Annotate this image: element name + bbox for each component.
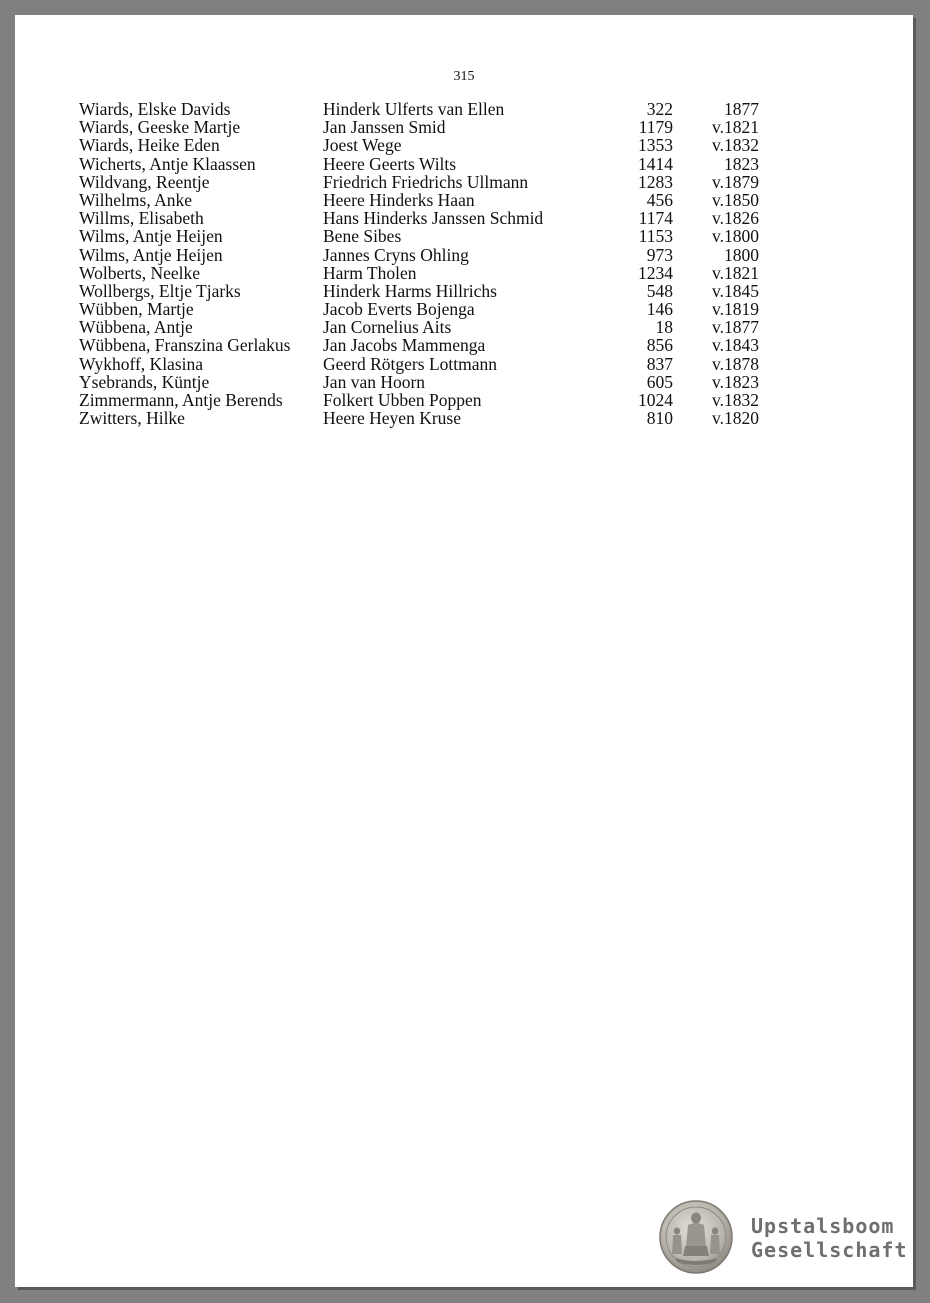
- entry-row: [79, 373, 759, 391]
- entry-spouse: Bene Sibes: [323, 226, 402, 247]
- entry-name: Wübbena, Franszina Gerlakus: [79, 335, 291, 356]
- entry-year: v.1843: [712, 335, 759, 356]
- entry-number: 810: [646, 408, 673, 429]
- entry-number: 1179: [638, 117, 673, 138]
- entry-row: [79, 100, 759, 118]
- entry-year: v.1832: [712, 135, 759, 156]
- entry-name: Wollbergs, Eltje Tjarks: [79, 280, 241, 301]
- entry-number: 1174: [638, 208, 673, 229]
- entry-name: Zwitters, Hilke: [79, 408, 185, 429]
- entry-spouse: Jacob Everts Bojenga: [323, 299, 475, 320]
- entry-spouse: Folkert Ubben Poppen: [323, 390, 482, 410]
- entry-spouse: Jannes Cryns Ohling: [323, 244, 469, 265]
- entry-number: 1283: [638, 171, 673, 192]
- entry-year: v.1826: [712, 208, 759, 229]
- entry-row: [79, 191, 759, 209]
- society-name-line1: Upstalsboom: [751, 1214, 895, 1238]
- entry-spouse: Hinderk Harms Hillrichs: [323, 280, 497, 301]
- entry-name: Ysebrands, Küntje: [79, 371, 210, 392]
- entry-number: 1353: [638, 135, 673, 156]
- entry-year: 1800: [724, 244, 759, 265]
- entry-spouse: Hans Hinderks Janssen Schmid: [323, 208, 544, 229]
- entry-row: [79, 355, 759, 373]
- entry-name: Wildvang, Reentje: [79, 171, 210, 192]
- entry-year: v.1823: [712, 371, 759, 392]
- entry-number: 605: [646, 371, 673, 392]
- entry-name: Wübbena, Antje: [79, 317, 193, 338]
- entry-name: Zimmermann, Antje Berends: [79, 390, 283, 410]
- entry-name: Wykhoff, Klasina: [79, 353, 204, 374]
- entry-spouse: Friedrich Friedrichs Ullmann: [323, 171, 529, 192]
- entry-name: Wolberts, Neelke: [79, 262, 201, 283]
- entry-spouse: Hinderk Ulferts van Ellen: [323, 99, 505, 119]
- entry-row: [79, 246, 759, 264]
- entry-row: [79, 264, 759, 282]
- entry-number: 322: [646, 99, 673, 119]
- entry-number: 548: [646, 280, 673, 301]
- page-number: 315: [453, 69, 475, 84]
- entry-number: 1024: [638, 390, 673, 410]
- entry-name: Wilhelms, Anke: [79, 189, 193, 210]
- entry-row: [79, 336, 759, 354]
- entry-row: [79, 409, 759, 427]
- entry-name: Wiards, Geeske Martje: [79, 117, 241, 138]
- entry-number: 456: [646, 189, 673, 210]
- entry-name: Wübben, Martje: [79, 299, 194, 320]
- society-seal-icon: [659, 1198, 735, 1276]
- entry-year: v.1821: [712, 117, 759, 138]
- entry-spouse: Heere Hinderks Haan: [323, 189, 475, 210]
- entry-row: [79, 173, 759, 191]
- entry-year: v.1820: [712, 408, 759, 429]
- society-name: [751, 1214, 908, 1262]
- entry-row: [79, 300, 759, 318]
- entry-number: 856: [646, 335, 673, 356]
- entry-number: 1414: [638, 153, 673, 174]
- entry-spouse: Joest Wege: [323, 135, 402, 156]
- entry-year: v.1819: [712, 299, 759, 320]
- entry-row: [79, 155, 759, 173]
- entry-spouse: Harm Tholen: [323, 262, 417, 283]
- entry-row: [79, 136, 759, 154]
- entry-number: 146: [646, 299, 673, 320]
- entry-year: v.1850: [712, 189, 759, 210]
- entry-number: 18: [655, 317, 673, 338]
- entry-number: 973: [646, 244, 673, 265]
- document-page: [15, 15, 913, 1287]
- entry-row: [79, 282, 759, 300]
- entry-spouse: Geerd Rötgers Lottmann: [323, 353, 497, 374]
- entry-row: [79, 318, 759, 336]
- entry-year: 1823: [724, 153, 759, 174]
- entry-year: v.1877: [712, 317, 759, 338]
- entry-year: v.1878: [712, 353, 759, 374]
- entry-name: Wiards, Elske Davids: [79, 99, 231, 119]
- entry-year: v.1800: [712, 226, 759, 247]
- entry-spouse: Jan Janssen Smid: [323, 117, 446, 138]
- entry-name: Wiards, Heike Eden: [79, 135, 220, 156]
- entry-name: Wilms, Antje Heijen: [79, 244, 223, 265]
- entry-name: Willms, Elisabeth: [79, 208, 204, 229]
- entry-number: 837: [646, 353, 673, 374]
- entry-spouse: Jan van Hoorn: [323, 371, 426, 392]
- entry-spouse: Heere Geerts Wilts: [323, 153, 457, 174]
- entry-list: [79, 100, 759, 427]
- entry-spouse: Jan Jacobs Mammenga: [323, 335, 486, 356]
- entry-year: v.1832: [712, 390, 759, 410]
- entry-year: 1877: [724, 99, 759, 119]
- entry-year: v.1821: [712, 262, 759, 283]
- entry-name: Wicherts, Antje Klaassen: [79, 153, 256, 174]
- entry-year: v.1879: [712, 171, 759, 192]
- entry-number: 1153: [638, 226, 673, 247]
- entry-row: [79, 209, 759, 227]
- entry-spouse: Jan Cornelius Aits: [323, 317, 452, 338]
- entry-name: Wilms, Antje Heijen: [79, 226, 223, 247]
- society-name-line2: Gesellschaft: [751, 1238, 908, 1262]
- entry-row: [79, 391, 759, 409]
- entry-row: [79, 227, 759, 245]
- society-logo: [659, 1198, 908, 1276]
- entry-spouse: Heere Heyen Kruse: [323, 408, 461, 429]
- entry-year: v.1845: [712, 280, 759, 301]
- entry-row: [79, 118, 759, 136]
- entry-number: 1234: [638, 262, 673, 283]
